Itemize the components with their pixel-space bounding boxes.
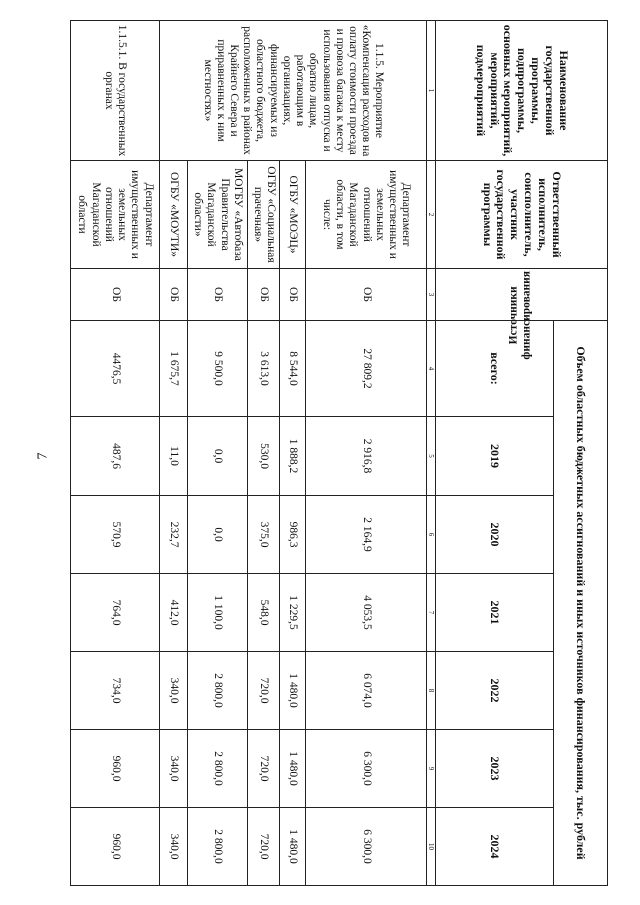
value-cell: 375,0 [248, 496, 280, 574]
header-year-2024: 2024 [435, 808, 554, 886]
source-cell: ОБ [159, 269, 187, 321]
value-cell: 27 809,2 [306, 321, 427, 417]
source-cell: ОБ [280, 269, 306, 321]
value-cell: 720,0 [248, 808, 280, 886]
value-cell: 6 300,0 [306, 730, 427, 808]
col-index: 1 [426, 21, 435, 161]
value-cell: 11,0 [159, 417, 187, 496]
table-row [71, 21, 160, 886]
value-cell: 8 544,0 [280, 321, 306, 417]
value-cell: 4476,5 [71, 321, 160, 417]
value-cell: 2 916,8 [306, 417, 427, 496]
header-year-2019: 2019 [435, 417, 554, 496]
rotated-table-container [70, 20, 608, 885]
header-year-2021: 2021 [435, 574, 554, 652]
value-cell: 232,7 [159, 496, 187, 574]
value-cell: 340,0 [159, 652, 187, 730]
source-cell: ОБ [306, 269, 427, 321]
source-cell: ОБ [71, 269, 160, 321]
header-name: Наименование государственной программы, подпрограммы, основных мероприятий, мероприятий, подмероприятий [435, 21, 607, 161]
value-cell: 0,0 [187, 496, 247, 574]
header-volume: Объем областных бюджетных ассигнований и иных источников финансирования, тыс. рублей [554, 321, 608, 886]
col-index: 10 [426, 808, 435, 886]
table-row [306, 21, 427, 886]
value-cell: 1 480,0 [280, 808, 306, 886]
col-index: 9 [426, 730, 435, 808]
financing-table [70, 20, 608, 886]
value-cell: 412,0 [159, 574, 187, 652]
value-cell: 9 500,0 [187, 321, 247, 417]
value-cell: 3 613,0 [248, 321, 280, 417]
value-cell: 6 300,0 [306, 808, 427, 886]
col-index: 4 [426, 321, 435, 417]
header-year-total: всего: [435, 321, 554, 417]
header-year-2022: 2022 [435, 652, 554, 730]
value-cell: 1 888,2 [280, 417, 306, 496]
value-cell: 570,9 [71, 496, 160, 574]
header-executor: Ответственный исполнитель, соисполнитель, участник государственной программы [435, 161, 607, 269]
col-index: 8 [426, 652, 435, 730]
value-cell: 1 480,0 [280, 652, 306, 730]
value-cell: 960,0 [71, 730, 160, 808]
header-source-text: Источники финансирования [508, 271, 534, 360]
value-cell: 1 480,0 [280, 730, 306, 808]
col-index: 2 [426, 161, 435, 269]
column-index-row [426, 21, 435, 886]
value-cell: 530,0 [248, 417, 280, 496]
executor-cell: ОГБУ «МОЭЦ» [280, 161, 306, 269]
value-cell: 2 800,0 [187, 808, 247, 886]
value-cell: 340,0 [159, 730, 187, 808]
col-index: 5 [426, 417, 435, 496]
value-cell: 340,0 [159, 808, 187, 886]
executor-cell: ОГБУ «МОУТИ» [159, 161, 187, 269]
value-cell: 6 074,0 [306, 652, 427, 730]
value-cell: 764,0 [71, 574, 160, 652]
value-cell: 2 800,0 [187, 652, 247, 730]
value-cell: 487,6 [71, 417, 160, 496]
value-cell: 0,0 [187, 417, 247, 496]
executor-cell: Департамент имущественных и земельных отношений Магаданской области [71, 161, 160, 269]
value-cell: 734,0 [71, 652, 160, 730]
value-cell: 4 053,5 [306, 574, 427, 652]
value-cell: 960,0 [71, 808, 160, 886]
value-cell: 548,0 [248, 574, 280, 652]
col-index: 7 [426, 574, 435, 652]
header-year-2020: 2020 [435, 496, 554, 574]
source-cell: ОБ [248, 269, 280, 321]
value-cell: 986,3 [280, 496, 306, 574]
sub-measure-name: 1.1.5.1. В государственных органах [71, 21, 160, 161]
col-index: 3 [426, 269, 435, 321]
value-cell: 1 675,7 [159, 321, 187, 417]
value-cell: 2 800,0 [187, 730, 247, 808]
executor-cell: Департамент имущественных и земельных отношений Магаданской области, в том числе: [306, 161, 427, 269]
page-number: 7 [35, 452, 51, 460]
value-cell: 2 164,9 [306, 496, 427, 574]
executor-cell: МОГБУ «Автобаза Правительства Магаданской области» [187, 161, 247, 269]
col-index: 6 [426, 496, 435, 574]
value-cell: 720,0 [248, 730, 280, 808]
source-cell: ОБ [187, 269, 247, 321]
value-cell: 720,0 [248, 652, 280, 730]
value-cell: 1 100,0 [187, 574, 247, 652]
header-source [435, 269, 607, 360]
measure-name: 1.1.5. Мероприятие «Компенсация расходов на оплату стоимости проезда и провоза багажа к месту использования отпуска и обратно лицам, работающим в организациях, финансируемых из областного бюджета, расположенных в районах Крайнего Севера и приравненных к ним местностях» [159, 21, 426, 161]
executor-cell: ОГБУ «Социальная прачечная» [248, 161, 280, 269]
header-year-2023: 2023 [435, 730, 554, 808]
value-cell: 1 229,5 [280, 574, 306, 652]
